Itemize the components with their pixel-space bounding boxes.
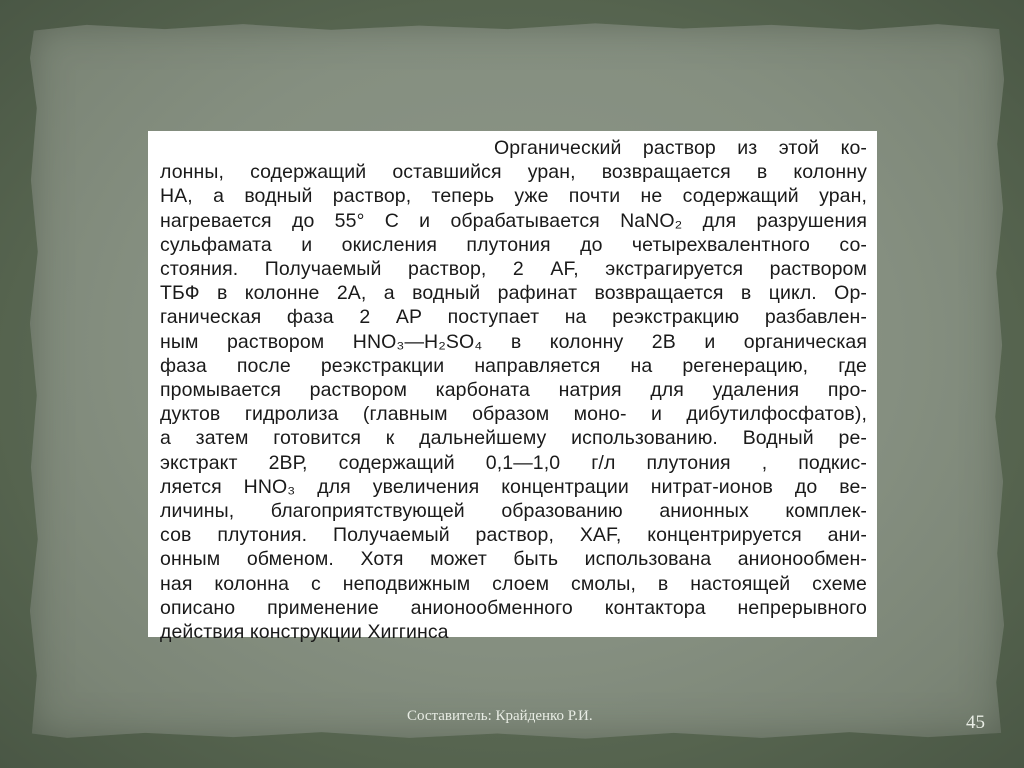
text-line: ная колонна с неподвижным слоем смолы, в настоящей схеме (160, 572, 867, 595)
text-line: ным раствором HNO₃—H₂SO₄ в колонну 2В и органическая (160, 330, 867, 353)
text-line: лонны, содержащий оставшийся уран, возвращается в колонну (160, 161, 867, 184)
text-line: нагревается до 55° С и обрабатывается NaNO₂ для разрушения (160, 209, 867, 232)
text-line: онным обменом. Хотя может быть использована анионообмен- (160, 548, 867, 571)
text-line: НА, а водный раствор, теперь уже почти не содержащий уран, (160, 185, 867, 208)
text-line: а затем готовится к дальнейшему использованию. Водный ре- (160, 427, 867, 450)
text-line: дуктов гидролиза (главным образом моно- и дибутилфосфатов), (160, 403, 867, 426)
text-line: ТБФ в колонне 2А, а водный рафинат возвращается в цикл. Ор- (160, 282, 867, 305)
text-line: личины, благоприятствующей образованию анионных комплек- (160, 500, 867, 523)
text-line: сульфамата и окисления плутония до четырехвалентного со- (160, 233, 867, 256)
text-line: стояния. Получаемый раствор, 2 AF, экстрагируется раствором (160, 258, 867, 281)
slide-number: 45 (966, 712, 985, 733)
text-line: промывается раствором карбоната натрия для удаления про- (160, 379, 867, 402)
text-line: фаза после реэкстракции направляется на регенерацию, где (160, 354, 867, 377)
text-line: ганическая фаза 2 АР поступает на реэкстракцию разбавлен- (160, 306, 867, 329)
text-line: действия конструкции Хиггинса (160, 621, 449, 644)
text-line: экстракт 2ВР, содержащий 0,1—1,0 г/л плутония , подкис- (160, 451, 867, 474)
scanned-text-image (148, 131, 877, 644)
text-line: сов плутония. Получаемый раствор, XAF, концентрируется ани- (160, 524, 867, 547)
text-line: ляется HNO₃ для увеличения концентрации нитрат-ионов до ве- (160, 475, 867, 498)
text-line: Органический раствор из этой ко- (494, 137, 867, 159)
text-line: описано применение анионообменного контактора непрерывного (160, 596, 867, 619)
footer-author: Составитель: Крайденко Р.И. (407, 708, 593, 724)
